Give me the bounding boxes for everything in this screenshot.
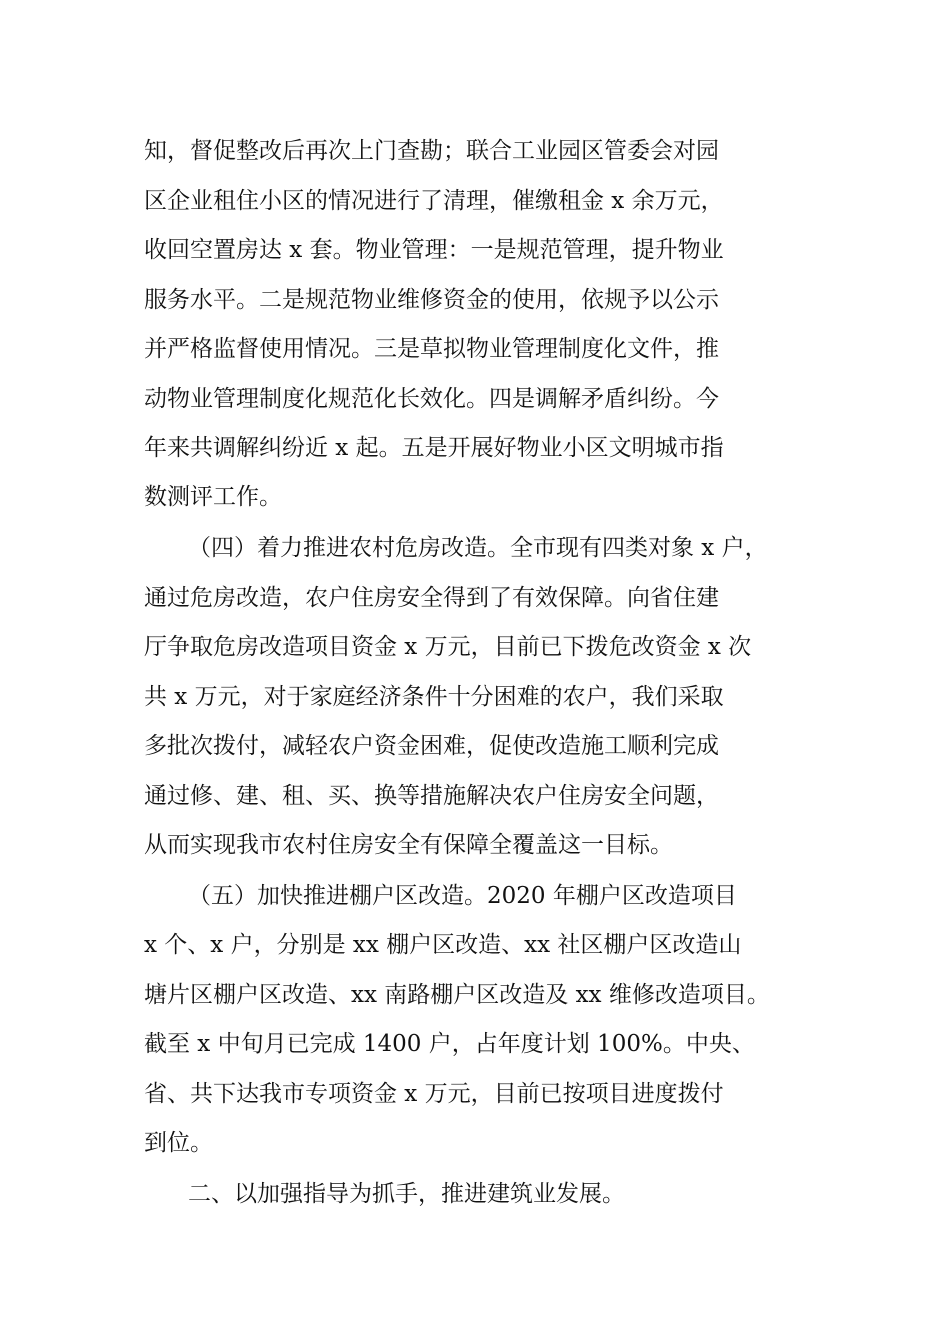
text-line: 截至 x 中旬月已完成 1400 户，占年度计划 100%。中央、 <box>144 1031 755 1057</box>
text-line: 多批次拨付，减轻农户资金困难，促使改造施工顺利完成 <box>144 733 719 759</box>
text-line: 从而实现我市农村住房安全有保障全覆盖这一目标。 <box>144 832 673 858</box>
text-line: 通过修、建、租、买、换等措施解决农户住房安全问题， <box>144 783 719 809</box>
text-line: 区企业租住小区的情况进行了清理，催缴租金 x 余万元， <box>144 188 724 214</box>
text-line: 年来共调解纠纷近 x 起。五是开展好物业小区文明城市指 <box>144 435 724 461</box>
section-heading: 二、以加强指导为抓手，推进建筑业发展。 <box>188 1181 625 1207</box>
text-line: x 个、x 户，分别是 xx 棚户区改造、xx 社区棚户区改造山 <box>144 932 742 958</box>
text-line: 收回空置房达 x 套。物业管理：一是规范管理，提升物业 <box>144 237 724 263</box>
text-line: 通过危房改造，农户住房安全得到了有效保障。向省住建 <box>144 585 719 611</box>
text-line: 数测评工作。 <box>144 484 282 510</box>
paragraph-heading-5: （五）加快推进棚户区改造。2020 年棚户区改造项目 <box>188 883 737 909</box>
text-line: 动物业管理制度化规范化长效化。四是调解矛盾纠纷。今 <box>144 386 719 412</box>
text-line: 厅争取危房改造项目资金 x 万元，目前已下拨危改资金 x 次 <box>144 634 752 660</box>
text-line: 到位。 <box>144 1130 213 1156</box>
text-line: 知，督促整改后再次上门查勘；联合工业园区管委会对园 <box>144 138 719 164</box>
text-line: 塘片区棚户区改造、xx 南路棚户区改造及 xx 维修改造项目。 <box>144 982 770 1008</box>
text-line: 共 x 万元，对于家庭经济条件十分困难的农户，我们采取 <box>144 684 724 710</box>
paragraph-heading-4: （四）着力推进农村危房改造。全市现有四类对象 x 户， <box>188 535 768 561</box>
text-line: 服务水平。二是规范物业维修资金的使用，依规予以公示 <box>144 287 719 313</box>
text-line: 并严格监督使用情况。三是草拟物业管理制度化文件，推 <box>144 336 719 362</box>
text-line: 省、共下达我市专项资金 x 万元，目前已按项目进度拨付 <box>144 1081 724 1107</box>
